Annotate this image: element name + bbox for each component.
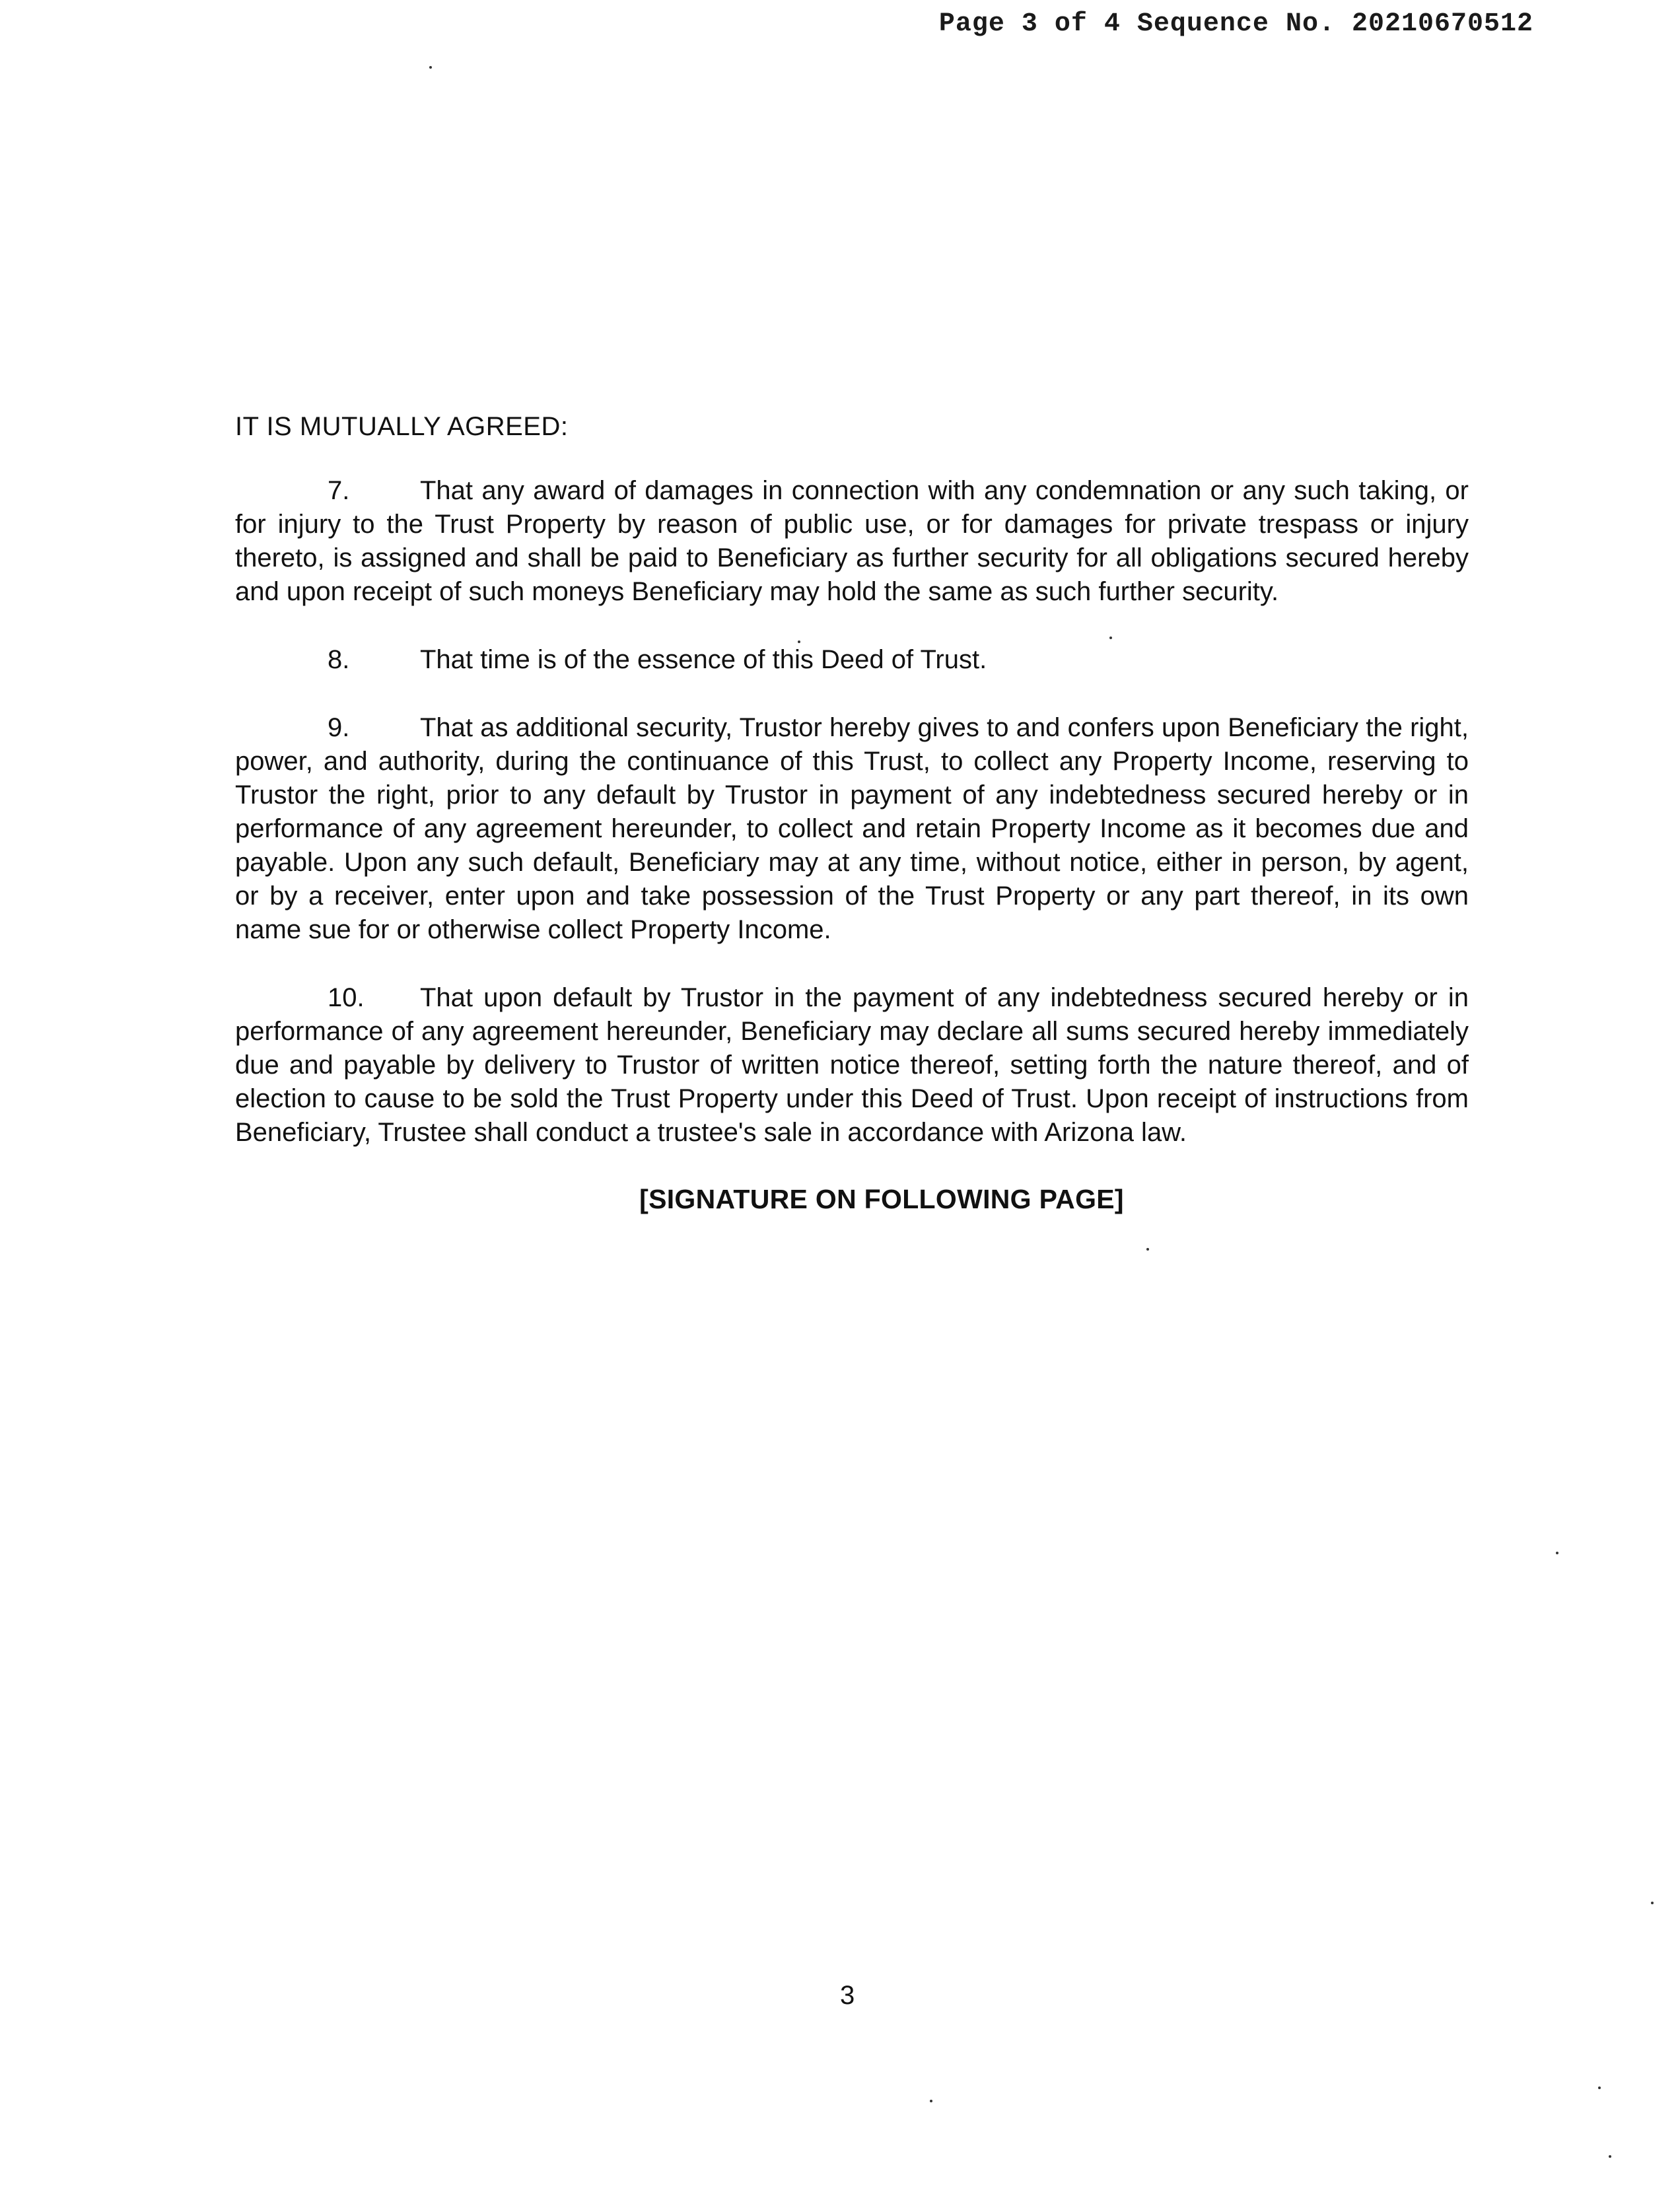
- scan-speck: [429, 66, 432, 69]
- paragraph-10: [235, 981, 1469, 1150]
- signature-note: [SIGNATURE ON FOLLOWING PAGE]: [639, 1184, 1124, 1214]
- paragraph-text: That as additional security, Trustor hereby gives to and confers upon Beneficiary the right, power, and authority, during the continuance of this Trust, to collect any Property Income, reserving to Trustor the right, prior to any default by Trustor in payment of any indebtedness secured hereby or in performance of any agreement hereunder, to collect and retain Property Income as it becomes due and payable. Upon any such default, Beneficiary may at any time, without notice, either in person, by agent, or by a receiver, enter upon and take possession of the Trust Property or any part thereof, in its own name sue for or otherwise collect Property Income.: [235, 713, 1469, 944]
- document-body: [235, 409, 1469, 1215]
- scan-speck: [1556, 1552, 1558, 1554]
- paragraph-text: That upon default by Trustor in the payment of any indebtedness secured hereby or in performance of any agreement hereunder, Beneficiary may declare all sums secured hereby immediately due and payable by delivery to Trustor of written notice thereof, setting forth the nature thereof, and of election to cause to be sold the Trust Property under this Deed of Trust. Upon receipt of instructions from Beneficiary, Trustee shall conduct a trustee's sale in accordance with Arizona law.: [235, 983, 1469, 1147]
- scan-speck: [1609, 2155, 1611, 2158]
- scan-speck: [930, 2100, 932, 2102]
- sequence-header: Page 3 of 4 Sequence No. 20210670512: [938, 9, 1533, 39]
- scan-speck: [1146, 1248, 1149, 1251]
- paragraph-9: [235, 711, 1469, 947]
- paragraph-7: [235, 474, 1469, 609]
- paragraph-8: [235, 643, 1469, 677]
- paragraph-text: That time is of the essence of this Deed of Trust.: [420, 645, 987, 674]
- scan-speck: [1598, 2087, 1601, 2089]
- scan-speck: [1651, 1902, 1654, 1904]
- agreement-heading: IT IS MUTUALLY AGREED:: [235, 412, 569, 441]
- paragraph-number: 10.: [328, 983, 365, 1012]
- paragraph-number: 8.: [328, 645, 350, 674]
- page-number: 3: [840, 1981, 855, 2010]
- scan-speck: [798, 640, 800, 643]
- paragraph-number: 9.: [328, 713, 350, 742]
- paragraph-number: 7.: [328, 476, 350, 505]
- paragraph-text: That any award of damages in connection with any condemnation or any such taking, or for injury to the Trust Property by reason of public use, or for damages for private trespass or injury thereto, is assigned and shall be paid to Beneficiary as further security for all obligations secured hereby and upon receipt of such moneys Beneficiary may hold the same as such further security.: [235, 476, 1469, 606]
- scan-speck: [1109, 637, 1112, 639]
